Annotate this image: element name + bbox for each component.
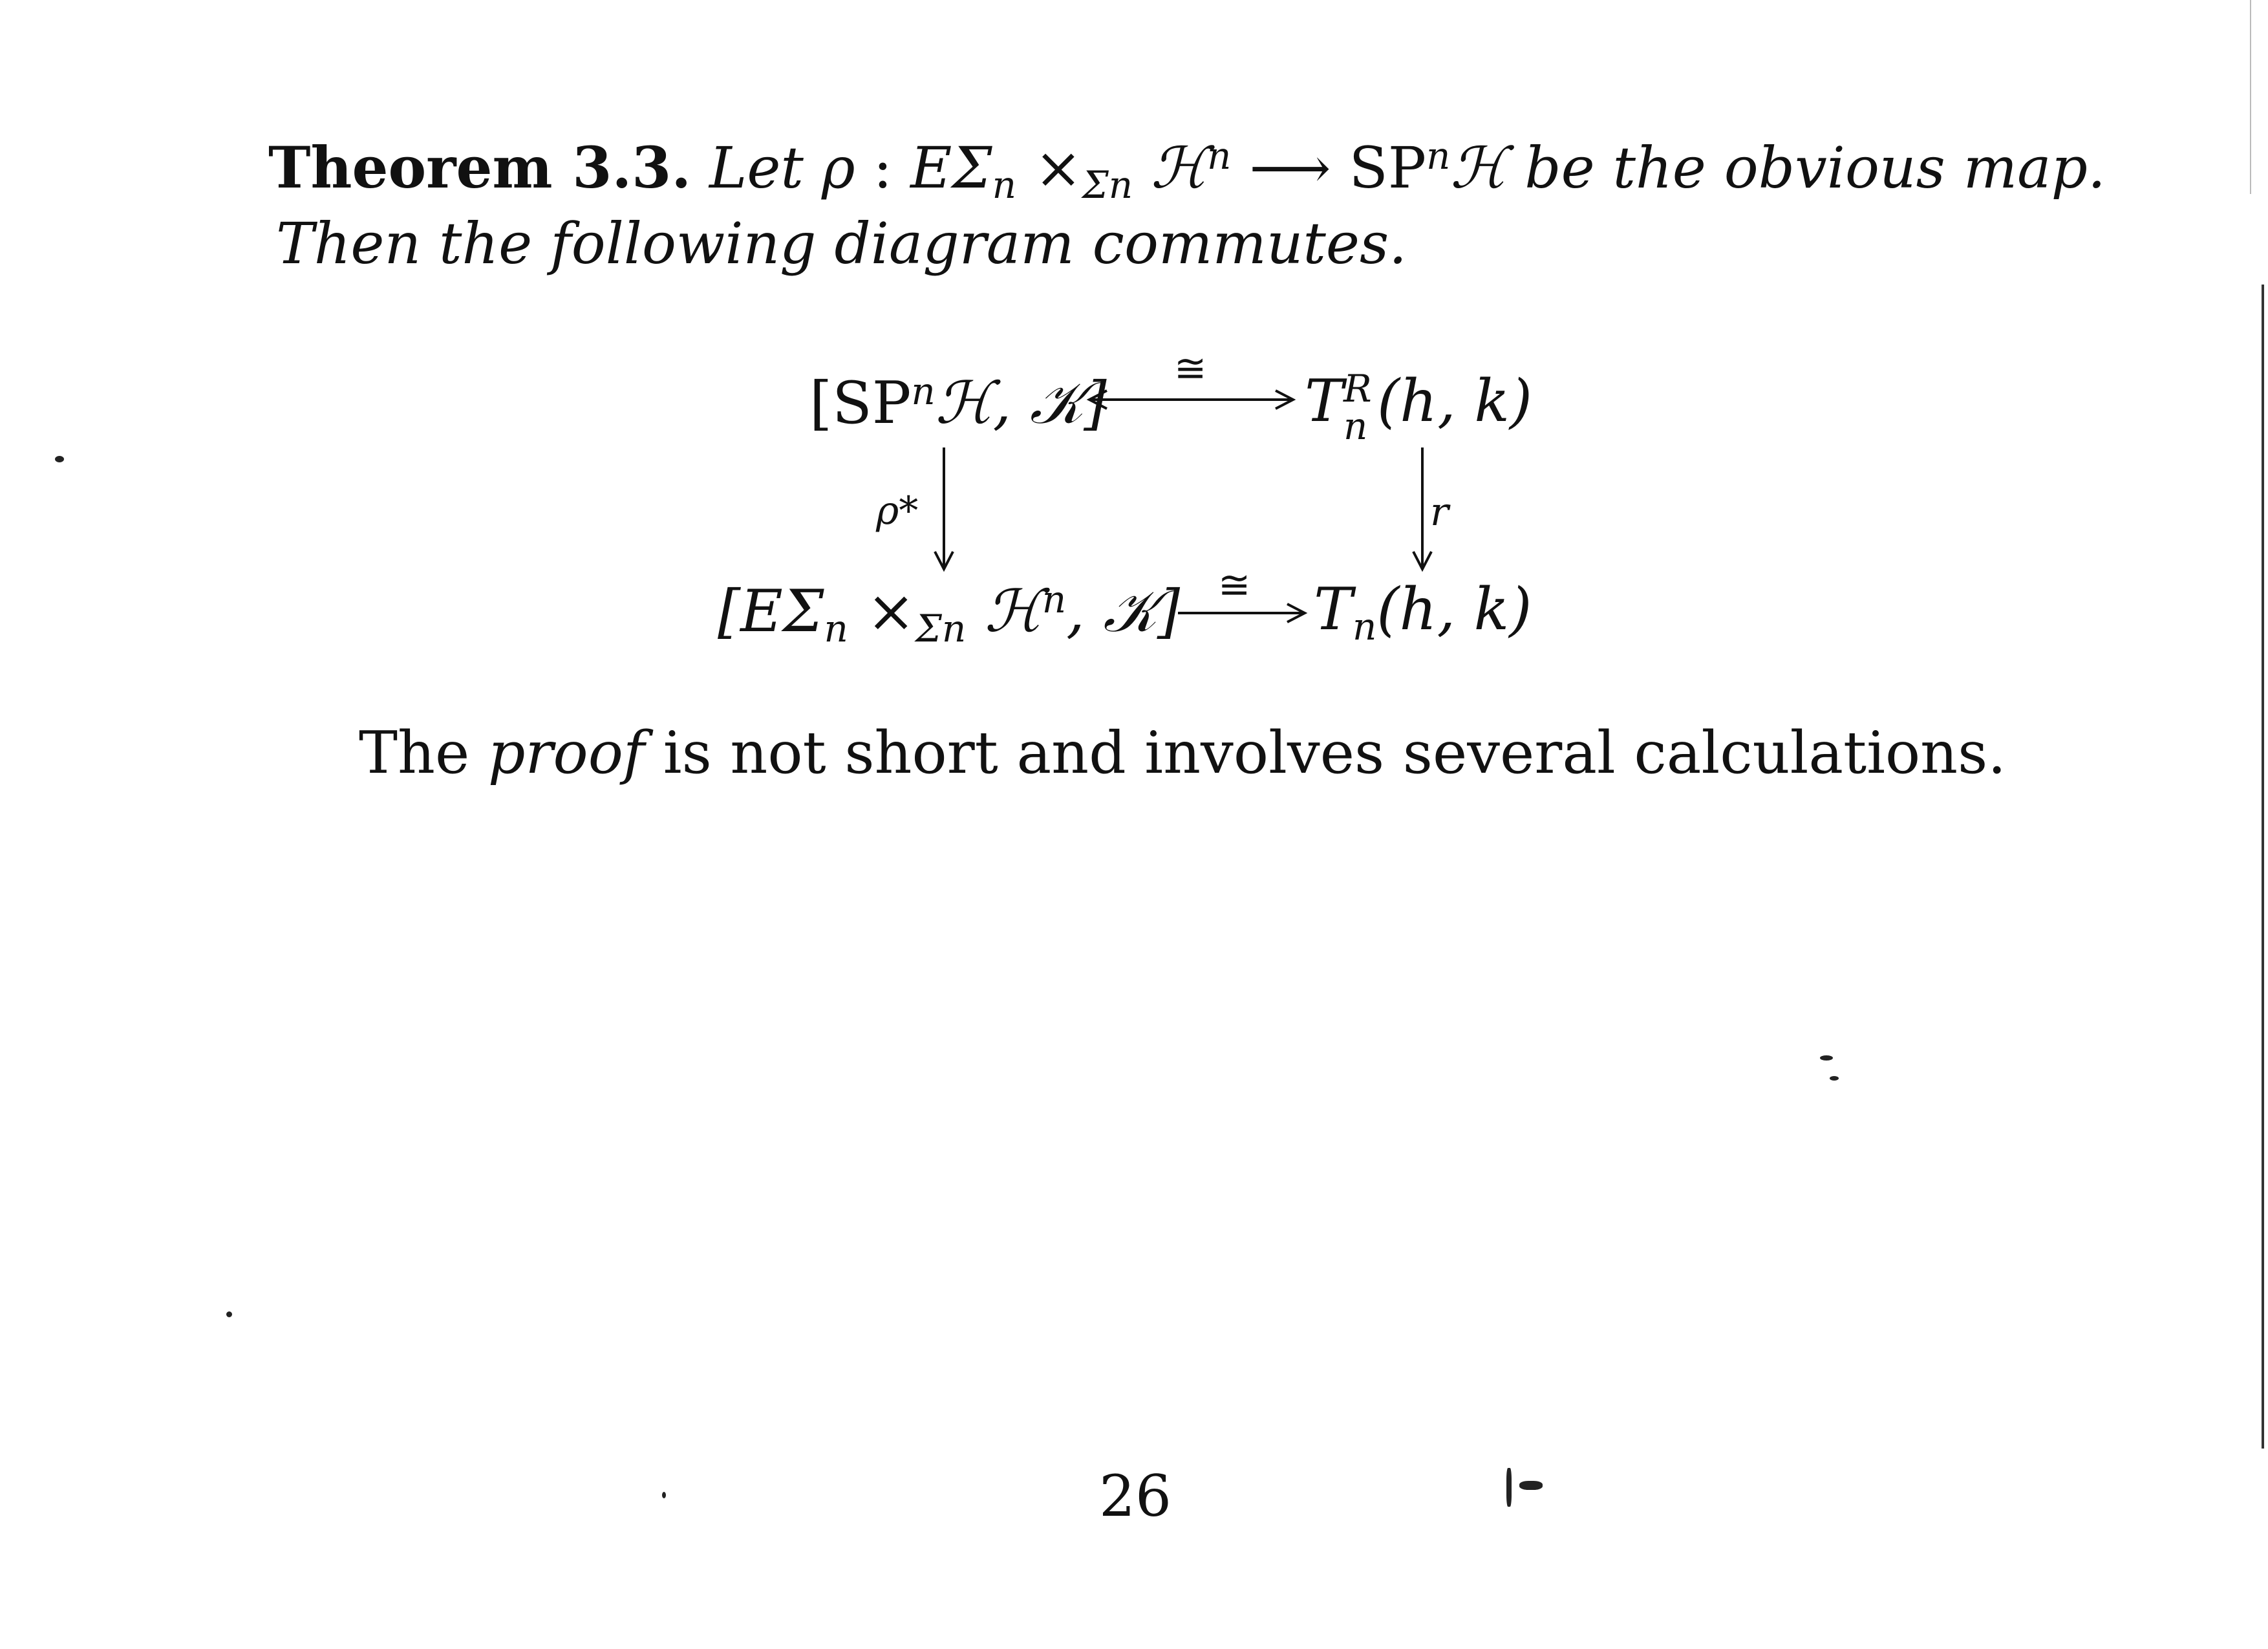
node-tr-sub: n: [1343, 404, 1368, 448]
theorem-rho: ρ: [821, 135, 855, 201]
theorem-long-arrow: ⟶: [1231, 135, 1349, 201]
node-br-rest: (h, k): [1376, 576, 1532, 643]
node-tr-t: T: [1305, 367, 1344, 435]
scan-speck: [55, 456, 64, 462]
node-bl-times: ×: [848, 577, 915, 645]
scan-speck: [1506, 1468, 1512, 1507]
scan-speck: [226, 1311, 232, 1317]
theorem-label: Theorem 3.3.: [268, 134, 691, 201]
theorem-let: Let: [709, 135, 822, 201]
theorem-colon: :: [855, 135, 911, 201]
scan-speck: [1820, 1055, 1833, 1061]
scan-speck: [1830, 1076, 1839, 1081]
node-bl-sup: n: [1042, 577, 1067, 621]
arrow-label-left: ρ*: [876, 488, 919, 534]
node-br-sub: n: [1353, 605, 1377, 649]
arrow-right-down: [1413, 447, 1431, 569]
node-tr-rest: (h, k): [1377, 367, 1532, 435]
theorem-sup-n: n: [1207, 134, 1232, 178]
proof-line: [359, 719, 2006, 787]
arrow-top-iso: [1089, 391, 1293, 409]
arrow-label-bottom: ≅: [1218, 563, 1251, 608]
theorem-times: ×: [1016, 135, 1082, 201]
proof-word: proof: [487, 719, 645, 787]
theorem-sp-sup-n: n: [1426, 134, 1451, 178]
scan-speck: [1519, 1481, 1543, 1490]
arrow-label-top: ≅: [1174, 346, 1207, 391]
node-bl-open: [EΣ: [718, 577, 824, 645]
proof-after: is not short and involves several calculations.: [645, 719, 2006, 787]
node-br-t: T: [1314, 576, 1353, 643]
proof-before: The: [359, 719, 488, 787]
scan-speck: [662, 1492, 666, 1498]
theorem-sp: SP: [1349, 135, 1426, 201]
theorem-h: ℋ: [1151, 135, 1208, 201]
node-tr-sup: R: [1343, 367, 1372, 411]
theorem-tail: be the obvious map.: [1506, 135, 2106, 201]
node-tl-sup: n: [911, 369, 936, 413]
theorem-line-2: Then the following diagram commutes.: [276, 210, 1407, 277]
node-tl-open: [SP: [809, 369, 912, 437]
theorem-sub-n: n: [992, 163, 1016, 208]
theorem-e-sigma: EΣ: [910, 135, 992, 201]
node-bl-sub-n: n: [824, 607, 848, 651]
scan-edge-line: [2262, 285, 2264, 1449]
theorem-sub-sigma-n: Σn: [1082, 163, 1133, 208]
scan-edge-line: [2250, 0, 2251, 194]
arrow-left-down: [935, 447, 953, 569]
page-number: 26: [1099, 1463, 1171, 1529]
node-tl-rest: ℋ, 𝒦]: [935, 369, 1107, 437]
node-bl-h: ℋ: [966, 577, 1042, 645]
node-bl-sub-sigma: Σn: [915, 607, 967, 651]
theorem-h2: ℋ: [1450, 135, 1507, 201]
node-bl-rest: , 𝒦]: [1066, 577, 1181, 645]
arrow-label-right: r: [1430, 490, 1449, 535]
